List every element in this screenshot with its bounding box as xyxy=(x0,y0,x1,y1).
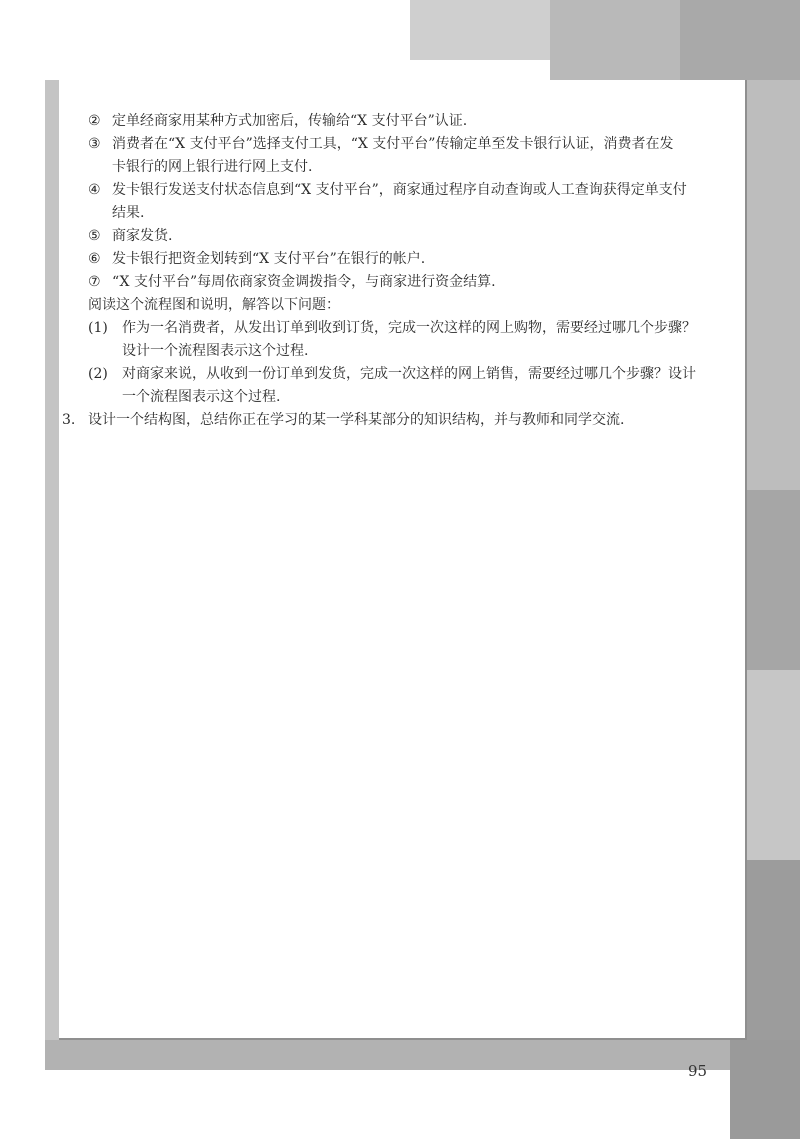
question-text-cont: 一个流程图表示这个过程. xyxy=(122,389,281,405)
step-6 xyxy=(80,248,740,271)
question-number: (2) xyxy=(88,366,108,382)
question-text: 作为一名消费者，从发出订单到收到订货，完成一次这样的网上购物，需要经过哪几个步骤？ xyxy=(122,320,696,336)
step-text: 发卡银行把资金划转到“X 支付平台”在银行的帐户. xyxy=(112,251,426,267)
background-block xyxy=(45,80,59,1040)
question-text: 对商家来说，从收到一份订单到发货，完成一次这样的网上销售，需要经过哪几个步骤？设计 xyxy=(122,366,696,382)
step-text: “X 支付平台”每周依商家资金调拨指令，与商家进行资金结算. xyxy=(112,274,496,290)
background-block xyxy=(45,1040,755,1070)
step-5 xyxy=(80,225,740,248)
instruction-label: 阅读这个流程图和说明，解答以下问题： xyxy=(88,297,340,313)
question-2 xyxy=(80,363,740,386)
step-text-cont: 结果. xyxy=(112,205,145,221)
step-number: ③ xyxy=(88,136,101,152)
step-number: ④ xyxy=(88,182,101,198)
instruction-text xyxy=(80,294,740,317)
step-text: 商家发货. xyxy=(112,228,173,244)
step-text: 发卡银行发送支付状态信息到“X 支付平台”，商家通过程序自动查询或人工查询获得定单支付 xyxy=(112,182,687,198)
background-block xyxy=(745,490,800,670)
background-block xyxy=(745,80,800,500)
background-block xyxy=(745,860,800,1040)
step-4-continuation xyxy=(80,202,740,225)
step-4 xyxy=(80,179,740,202)
question-1 xyxy=(80,317,740,340)
step-2 xyxy=(80,110,740,133)
step-text: 定单经商家用某种方式加密后，传输给“X 支付平台”认证. xyxy=(112,113,468,129)
exercise-number: 3. xyxy=(62,412,76,428)
step-7 xyxy=(80,271,740,294)
step-3-continuation xyxy=(80,156,740,179)
question-number: (1) xyxy=(88,320,108,336)
page-number: 95 xyxy=(688,1062,708,1080)
step-number: ⑥ xyxy=(88,251,101,267)
step-text-cont: 卡银行的网上银行进行网上支付. xyxy=(112,159,313,175)
page-content xyxy=(62,110,740,432)
step-3 xyxy=(80,133,740,156)
step-text: 消费者在“X 支付平台”选择支付工具，“X 支付平台”传输定单至发卡银行认证，消费者在发 xyxy=(112,136,674,152)
step-number: ⑦ xyxy=(88,274,101,290)
question-1-continuation xyxy=(80,340,740,363)
exercise-text: 设计一个结构图，总结你正在学习的某一学科某部分的知识结构，并与教师和同学交流. xyxy=(88,412,625,428)
exercise-3 xyxy=(62,409,740,432)
step-number: ⑤ xyxy=(88,228,101,244)
background-block xyxy=(730,1040,800,1139)
step-number: ② xyxy=(88,113,101,129)
question-2-continuation xyxy=(80,386,740,409)
question-text-cont: 设计一个流程图表示这个过程. xyxy=(122,343,309,359)
background-block xyxy=(680,0,800,80)
background-block xyxy=(745,670,800,860)
